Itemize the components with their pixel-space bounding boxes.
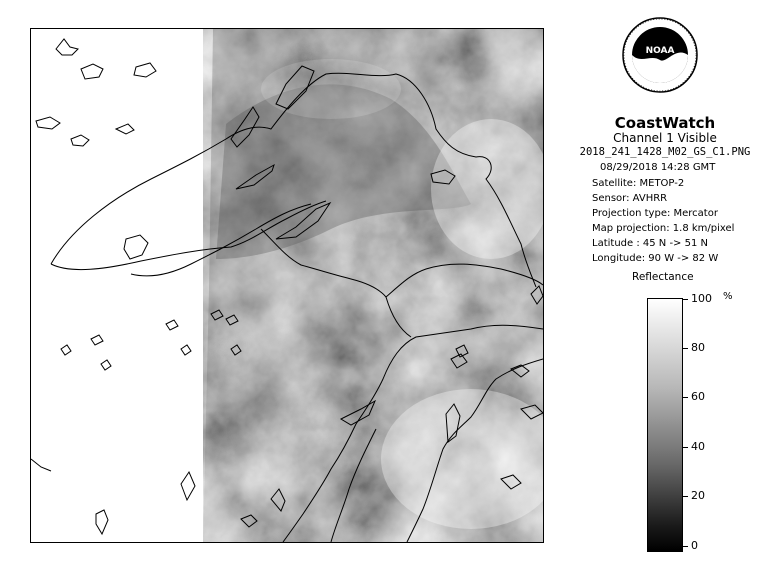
brand-title: CoastWatch <box>614 114 716 132</box>
latitude: Latitude : 45 N -> 51 N <box>592 238 708 249</box>
svg-text:NOAA: NOAA <box>645 46 675 56</box>
colorbar-tick <box>682 447 688 448</box>
colorbar-label: 100 <box>691 292 712 305</box>
sensor: Sensor: AVHRR <box>592 193 668 204</box>
map-projection: Map projection: 1.8 km/pixel <box>592 223 735 234</box>
colorbar-unit: % <box>723 291 733 302</box>
colorbar-tick <box>682 496 688 497</box>
colorbar <box>647 298 683 552</box>
colorbar-tick <box>682 348 688 349</box>
colorbar-title: Reflectance <box>632 271 694 283</box>
map-canvas <box>31 29 543 542</box>
colorbar-label: 20 <box>691 489 705 502</box>
datetime: 08/29/2018 14:28 GMT <box>600 162 716 173</box>
colorbar-label: 40 <box>691 440 705 453</box>
colorbar-tick <box>682 299 688 300</box>
colorbar-label: 0 <box>691 539 698 552</box>
imagery-swath <box>203 29 543 542</box>
satellite: Satellite: METOP-2 <box>592 178 685 189</box>
satellite-image <box>30 28 544 543</box>
colorbar-label: 80 <box>691 341 705 354</box>
channel-label: Channel 1 Visible <box>613 131 717 145</box>
longitude: Longitude: 90 W -> 82 W <box>592 253 719 264</box>
colorbar-tick <box>682 397 688 398</box>
filename: 2018_241_1428_M02_GS_C1.PNG <box>579 146 751 158</box>
colorbar-tick <box>682 546 688 547</box>
noaa-logo-icon <box>621 16 699 106</box>
projection-type: Projection type: Mercator <box>592 208 718 219</box>
colorbar-label: 60 <box>691 390 705 403</box>
